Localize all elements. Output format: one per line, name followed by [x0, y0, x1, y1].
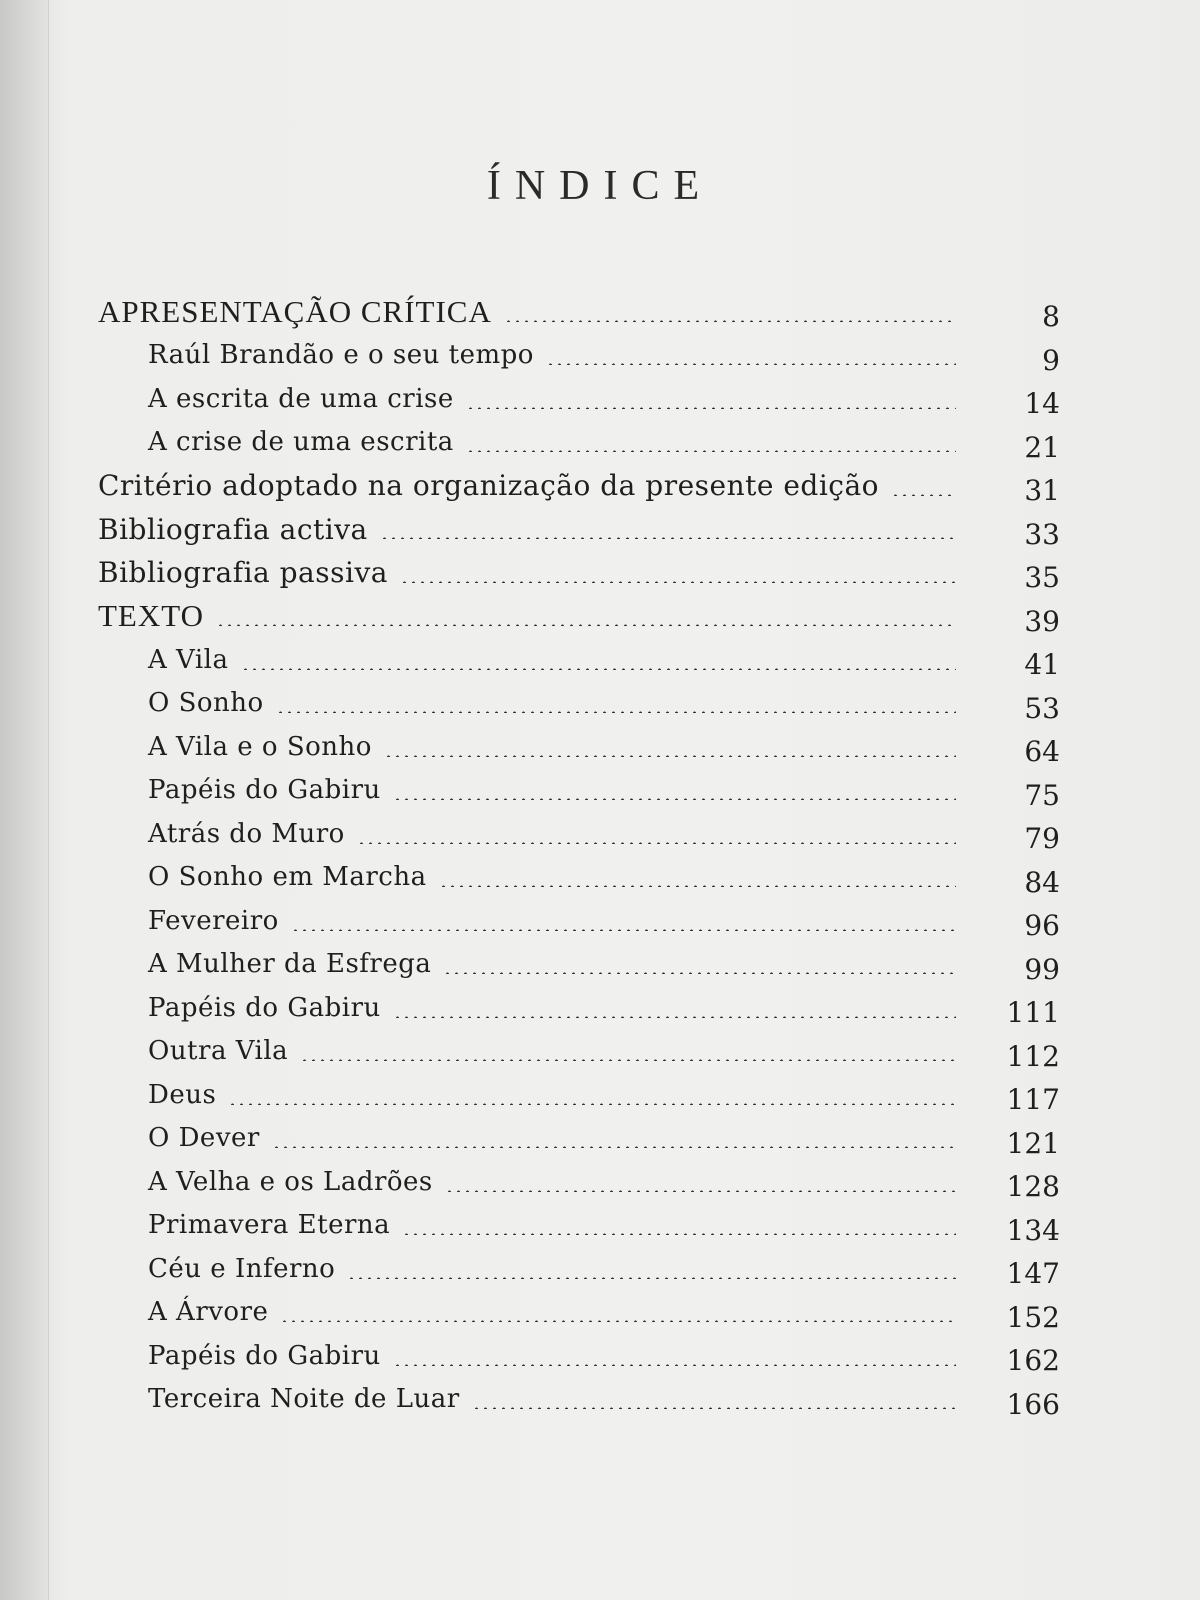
dot-leader: [347, 1277, 956, 1279]
toc-entry-title: TEXTO: [98, 598, 205, 634]
toc-entry-title: A Vila: [148, 644, 229, 675]
dot-leader: [393, 798, 956, 800]
dot-leader: [300, 1059, 956, 1061]
toc-entry-title: A Velha e os Ladrões: [148, 1166, 433, 1197]
dot-leader: [443, 972, 956, 974]
toc-entry: [98, 508, 1078, 552]
toc-entry-page-number: 96: [1024, 909, 1060, 943]
toc-entry: [98, 725, 1078, 769]
toc-entry: [98, 1378, 1078, 1422]
toc-entry-title: Bibliografia activa: [98, 512, 368, 546]
toc-entry-title: O Dever: [148, 1123, 260, 1154]
toc-entry-title: A Árvore: [148, 1297, 269, 1328]
dot-leader: [272, 1146, 956, 1148]
toc-entry-page-number: 41: [1024, 648, 1060, 682]
toc-entry: [98, 377, 1078, 421]
toc-entry-page-number: 99: [1024, 952, 1060, 986]
toc-entry-title: Critério adoptado na organização da presente edição: [98, 469, 880, 503]
toc-entry-title: O Sonho: [148, 688, 264, 719]
dot-leader: [280, 1320, 956, 1322]
toc-entry-title: O Sonho em Marcha: [148, 862, 427, 893]
toc-entry: [98, 1291, 1078, 1335]
dot-leader: [241, 668, 957, 670]
toc-entry: [98, 682, 1078, 726]
dot-leader: [380, 537, 956, 539]
dot-leader: [466, 450, 956, 452]
toc-entry-title: A crise de uma escrita: [148, 427, 454, 458]
toc-entry: [98, 986, 1078, 1030]
toc-entry-title: APRESENTAÇÃO CRÍTICA: [98, 293, 492, 329]
toc-entry-title: Atrás do Muro: [148, 818, 345, 849]
toc-entry: [98, 1204, 1078, 1248]
dot-leader: [402, 1233, 956, 1235]
dot-leader: [276, 711, 956, 713]
toc-entry-title: Fevereiro: [148, 905, 279, 936]
toc-entry: [98, 421, 1078, 465]
toc-entry-title: Raúl Brandão e o seu tempo: [148, 340, 534, 371]
toc-entry: [98, 334, 1078, 378]
toc-entry-title: A Vila e o Sonho: [148, 731, 372, 762]
toc-entry-page-number: 33: [1024, 517, 1060, 551]
dot-leader: [504, 320, 956, 322]
toc-entry-title: Papéis do Gabiru: [148, 992, 381, 1023]
dot-leader: [216, 624, 956, 626]
toc-entry-page-number: 31: [1024, 474, 1060, 508]
toc-entry: [98, 551, 1078, 595]
toc-entry-title: Papéis do Gabiru: [148, 775, 381, 806]
toc-entry: [98, 1073, 1078, 1117]
dot-leader: [546, 363, 956, 365]
toc-entry-page-number: 128: [1006, 1170, 1060, 1204]
dot-leader: [891, 494, 956, 496]
toc-entry-page-number: 14: [1024, 387, 1060, 421]
toc-entry-title: Outra Vila: [148, 1036, 289, 1067]
toc-entry-page-number: 162: [1006, 1344, 1060, 1378]
toc-entry-page-number: 75: [1024, 778, 1060, 812]
dot-leader: [384, 755, 956, 757]
toc-entry-page-number: 9: [1042, 343, 1060, 377]
toc-entry-page-number: 64: [1024, 735, 1060, 769]
toc-entry-page-number: 134: [1006, 1213, 1060, 1247]
toc-entry-page-number: 8: [1042, 300, 1060, 334]
toc-entry-title: Céu e Inferno: [148, 1253, 336, 1284]
toc-entry-page-number: 35: [1024, 561, 1060, 595]
book-gutter: [0, 0, 49, 1600]
toc-entry: [98, 1334, 1078, 1378]
dot-leader: [439, 885, 956, 887]
toc-entry: [98, 943, 1078, 987]
toc-entry-page-number: 111: [1006, 996, 1060, 1030]
toc-entry-title: A escrita de uma crise: [148, 383, 454, 414]
toc-entry: [98, 1247, 1078, 1291]
toc-entry-page-number: 84: [1024, 865, 1060, 899]
toc-entry-title: Bibliografia passiva: [98, 556, 388, 590]
toc-entry: [98, 1030, 1078, 1074]
toc-entry-title: Primavera Eterna: [148, 1210, 391, 1241]
dot-leader: [393, 1364, 956, 1366]
toc-entry-page-number: 121: [1006, 1126, 1060, 1160]
toc-entry-title: Deus: [148, 1079, 217, 1110]
toc-entry: [98, 464, 1078, 508]
toc-entry: [98, 769, 1078, 813]
toc-entry-title: A Mulher da Esfrega: [148, 949, 432, 980]
dot-leader: [291, 929, 956, 931]
toc-entry-title: Papéis do Gabiru: [148, 1340, 381, 1371]
dot-leader: [357, 842, 956, 844]
dot-leader: [466, 407, 956, 409]
toc-entry: [98, 1117, 1078, 1161]
toc-entry: [98, 595, 1078, 639]
dot-leader: [400, 581, 956, 583]
dot-leader: [472, 1407, 956, 1409]
table-of-contents: [98, 290, 1078, 1421]
toc-entry: [98, 638, 1078, 682]
toc-entry-page-number: 39: [1024, 604, 1060, 638]
toc-entry: [98, 1160, 1078, 1204]
page-title: ÍNDICE: [486, 163, 714, 209]
toc-entry-title: Terceira Noite de Luar: [148, 1384, 460, 1415]
toc-entry: [98, 812, 1078, 856]
toc-entry-page-number: 147: [1006, 1257, 1060, 1291]
toc-entry: [98, 290, 1078, 334]
toc-entry-page-number: 21: [1024, 430, 1060, 464]
toc-entry-page-number: 166: [1006, 1387, 1060, 1421]
toc-entry-page-number: 152: [1006, 1300, 1060, 1334]
toc-entry-page-number: 117: [1006, 1083, 1060, 1117]
dot-leader: [228, 1103, 956, 1105]
toc-entry-page-number: 112: [1006, 1039, 1060, 1073]
dot-leader: [393, 1016, 956, 1018]
toc-entry-page-number: 79: [1024, 822, 1060, 856]
toc-entry: [98, 899, 1078, 943]
toc-entry: [98, 856, 1078, 900]
toc-entry-page-number: 53: [1024, 691, 1060, 725]
dot-leader: [445, 1190, 956, 1192]
